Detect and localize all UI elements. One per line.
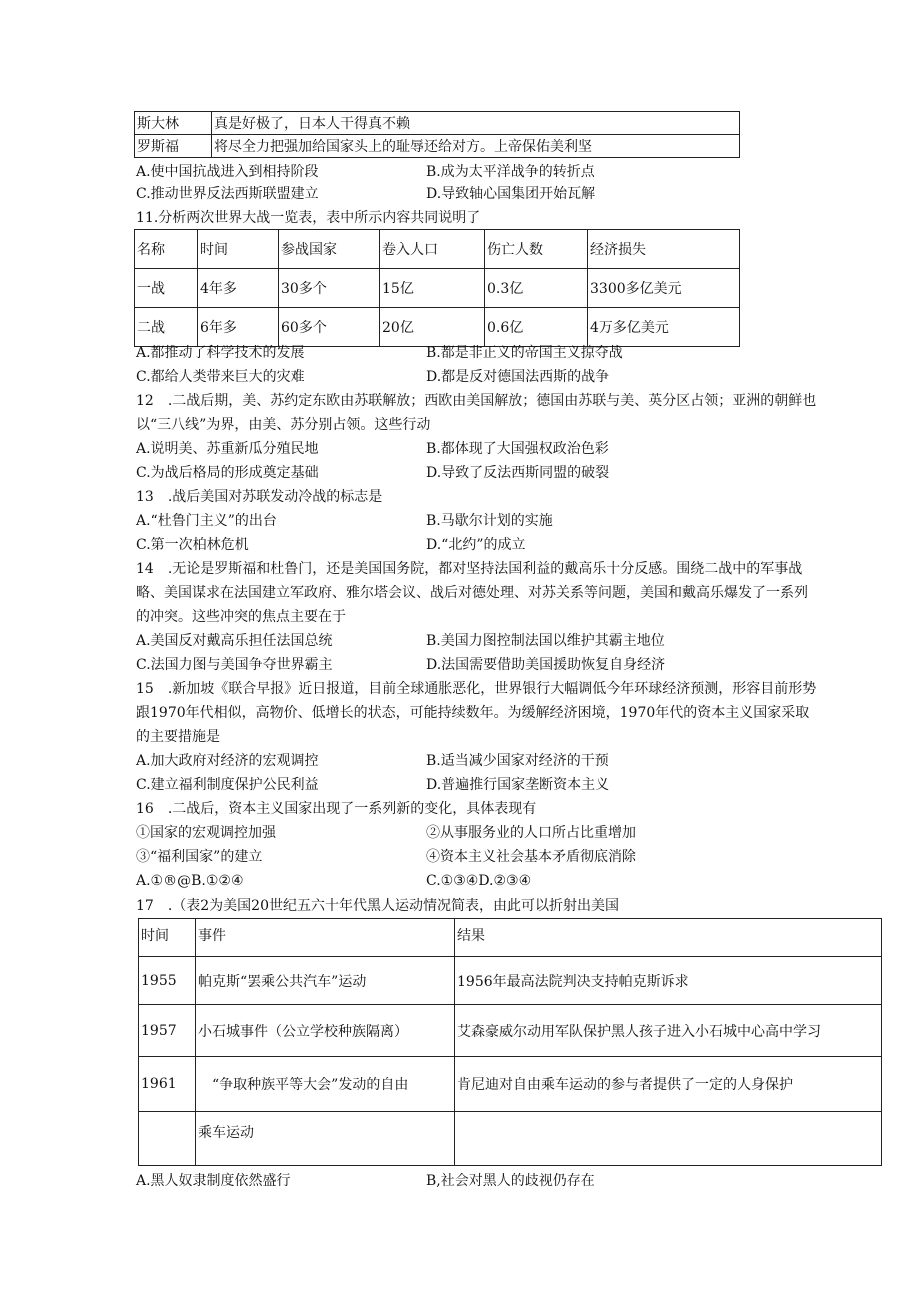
option-b: B.都是非正义的帝国主义掠夺战 xyxy=(426,345,623,361)
table-cell: 3300多亿美元 xyxy=(588,269,740,308)
statement-item: ②从事服务业的人口所占比重增加 xyxy=(426,825,636,841)
option-b: B.适当减少国家对经济的干预 xyxy=(426,753,609,769)
table-row xyxy=(139,919,882,957)
table-cell: 肯尼迪对自由乘车运动的参与者提供了一定的人身保护 xyxy=(455,1057,882,1112)
option-b: B.马歇尔计划的实施 xyxy=(426,513,553,529)
table-row xyxy=(139,1057,882,1112)
table-row xyxy=(135,230,740,269)
table-header: 时间 xyxy=(198,230,279,269)
option-c: C.法国力图与美国争夺世界霸主 xyxy=(136,657,333,673)
table-row xyxy=(139,1112,882,1166)
table-row xyxy=(135,112,740,135)
option-b: B.美国力图控制法国以维护其霸主地位 xyxy=(426,633,665,649)
statement-item: ③“福利国家”的建立 xyxy=(136,849,263,865)
question-11-stem: 11.分析两次世界大战一览表，表中所示内容共同说明了 xyxy=(136,210,481,226)
table-cell: 15亿 xyxy=(380,269,485,308)
option-b: B,社会对黑人的歧视仍存在 xyxy=(426,1173,595,1189)
option-d: D.导致了反法西斯同盟的破裂 xyxy=(426,465,610,481)
table-header: 结果 xyxy=(455,919,882,957)
table-cell: 4年多 xyxy=(198,269,279,308)
table-header: 卷入人口 xyxy=(380,230,485,269)
table-header: 时间 xyxy=(139,919,196,957)
table-header: 参战国家 xyxy=(279,230,380,269)
question-14-line: 14 .无论是罗斯福和杜鲁门，还是美国国务院，都对坚持法国利益的戴高乐十分反感。围绕二战中的军事战 xyxy=(136,561,803,577)
option-b: B.成为太平洋战争的转折点 xyxy=(426,164,595,180)
option-b: B.都体现了大国强权政治色彩 xyxy=(426,441,609,457)
table-cell: 将尽全力把强加给国家头上的耻辱还给对方。上帝保佑美利坚 xyxy=(212,135,740,158)
option-a: A.美国反对戴高乐担任法国总统 xyxy=(136,633,333,649)
table-row xyxy=(135,308,740,347)
table-row xyxy=(139,957,882,1005)
table-cell: 1957 xyxy=(139,1005,196,1057)
option-a: A.都推动了科学技术的发展 xyxy=(136,345,305,361)
question-12-line: 12 .二战后期，美、苏约定东欧由苏联解放；西欧由美国解放；德国由苏联与美、英分区占领；亚洲的朝鲜也 xyxy=(136,393,817,409)
table-cell: 罗斯福 xyxy=(135,135,212,158)
question-15-line: 跟1970年代相似，高物价、低增长的状态，可能持续数年。为缓解经济困境，1970年代的资本主义国家采取 xyxy=(136,705,810,721)
option-d: D.都是反对德国法西斯的战争 xyxy=(426,369,610,385)
option-c: C.推动世界反法西斯联盟建立 xyxy=(136,186,319,202)
table-row xyxy=(135,135,740,158)
table-cell: 艾森豪威尔动用军队保护黑人孩子进入小石城中心高中学习 xyxy=(455,1005,882,1057)
option-a: A.加大政府对经济的宏观调控 xyxy=(136,753,319,769)
question-12-line: 以“三八线”为界，由美、苏分别占领。这些行动 xyxy=(136,417,431,433)
question-17-stem: 17 .（表2为美国20世纪五六十年代黑人运动情况简表，由此可以折射出美国 xyxy=(136,898,619,914)
table-cell xyxy=(455,1112,882,1166)
statement-item: ④资本主义社会基本矛盾彻底消除 xyxy=(426,849,636,865)
table-header: 经济损失 xyxy=(588,230,740,269)
table-header: 伤亡人数 xyxy=(485,230,588,269)
civil-rights-table xyxy=(138,918,882,1166)
question-16-stem: 16 .二战后，资本主义国家出现了一系列新的变化，具体表现有 xyxy=(136,801,537,817)
quote-table xyxy=(134,111,740,158)
table-cell: 6年多 xyxy=(198,308,279,347)
statement-item: ①国家的宏观调控加强 xyxy=(136,825,276,841)
table-cell: “争取种族平等大会”发动的自由 xyxy=(196,1057,455,1112)
table-cell: 60多个 xyxy=(279,308,380,347)
option-d: D.法国需要借助美国援助恢复自身经济 xyxy=(426,657,666,673)
option-d: D.普遍推行国家垄断资本主义 xyxy=(426,777,610,793)
table-cell: 真是好极了，日本人干得真不赖 xyxy=(212,112,740,135)
table-cell: 乘车运动 xyxy=(196,1112,455,1166)
table-cell: 4万多亿美元 xyxy=(588,308,740,347)
table-header: 名称 xyxy=(135,230,198,269)
table-cell: 一战 xyxy=(135,269,198,308)
question-14-line: 略、美国谋求在法国建立军政府、雅尔塔会议、战后对德处理、对苏关系等问题，美国和戴高乐爆发了一系列 xyxy=(136,585,808,601)
option-d: D.“北约”的成立 xyxy=(426,537,526,553)
table-cell: 帕克斯“罢乘公共汽车”运动 xyxy=(196,957,455,1005)
table-cell: 20亿 xyxy=(380,308,485,347)
table-cell: 30多个 xyxy=(279,269,380,308)
table-cell: 1961 xyxy=(139,1057,196,1112)
option-d: D.导致轴心国集团开始瓦解 xyxy=(426,186,596,202)
option-c: C.建立福利制度保护公民利益 xyxy=(136,777,319,793)
option-a: A.黑人奴隶制度依然盛行 xyxy=(136,1173,291,1189)
question-13-stem: 13 .战后美国对苏联发动冷战的标志是 xyxy=(136,489,383,505)
table-row xyxy=(139,1005,882,1057)
table-cell: 小石城事件（公立学校种族隔离） xyxy=(196,1005,455,1057)
table-header: 事件 xyxy=(196,919,455,957)
table-cell: 0.3亿 xyxy=(485,269,588,308)
option-c: C.为战后格局的形成奠定基础 xyxy=(136,465,319,481)
option-a: A.“杜鲁门主义”的出台 xyxy=(136,513,277,529)
option-a: A.说明美、苏重新瓜分殖民地 xyxy=(136,441,319,457)
option-a: A.使中国抗战进入到相持阶段 xyxy=(136,164,319,180)
table-row xyxy=(135,269,740,308)
option-c: C.第一次柏林危机 xyxy=(136,537,249,553)
table-cell: 1955 xyxy=(139,957,196,1005)
table-cell xyxy=(139,1112,196,1166)
war-comparison-table xyxy=(134,229,740,347)
table-cell: 0.6亿 xyxy=(485,308,588,347)
question-15-line: 15 .新加坡《联合早报》近日报道，目前全球通胀恶化，世界银行大幅调低今年环球经济预测，形容目前形势 xyxy=(136,681,817,697)
question-15-line: 的主要措施是 xyxy=(136,729,220,745)
table-cell: 斯大林 xyxy=(135,112,212,135)
option-cd: C.①③④D.②③④ xyxy=(426,873,532,889)
table-cell: 二战 xyxy=(135,308,198,347)
option-c: C.都给人类带来巨大的灾难 xyxy=(136,369,305,385)
question-14-line: 的冲突。这些冲突的焦点主要在于 xyxy=(136,609,346,625)
table-cell: 1956年最高法院判决支持帕克斯诉求 xyxy=(455,957,882,1005)
option-ab: A.①®@B.①②④ xyxy=(136,873,244,889)
